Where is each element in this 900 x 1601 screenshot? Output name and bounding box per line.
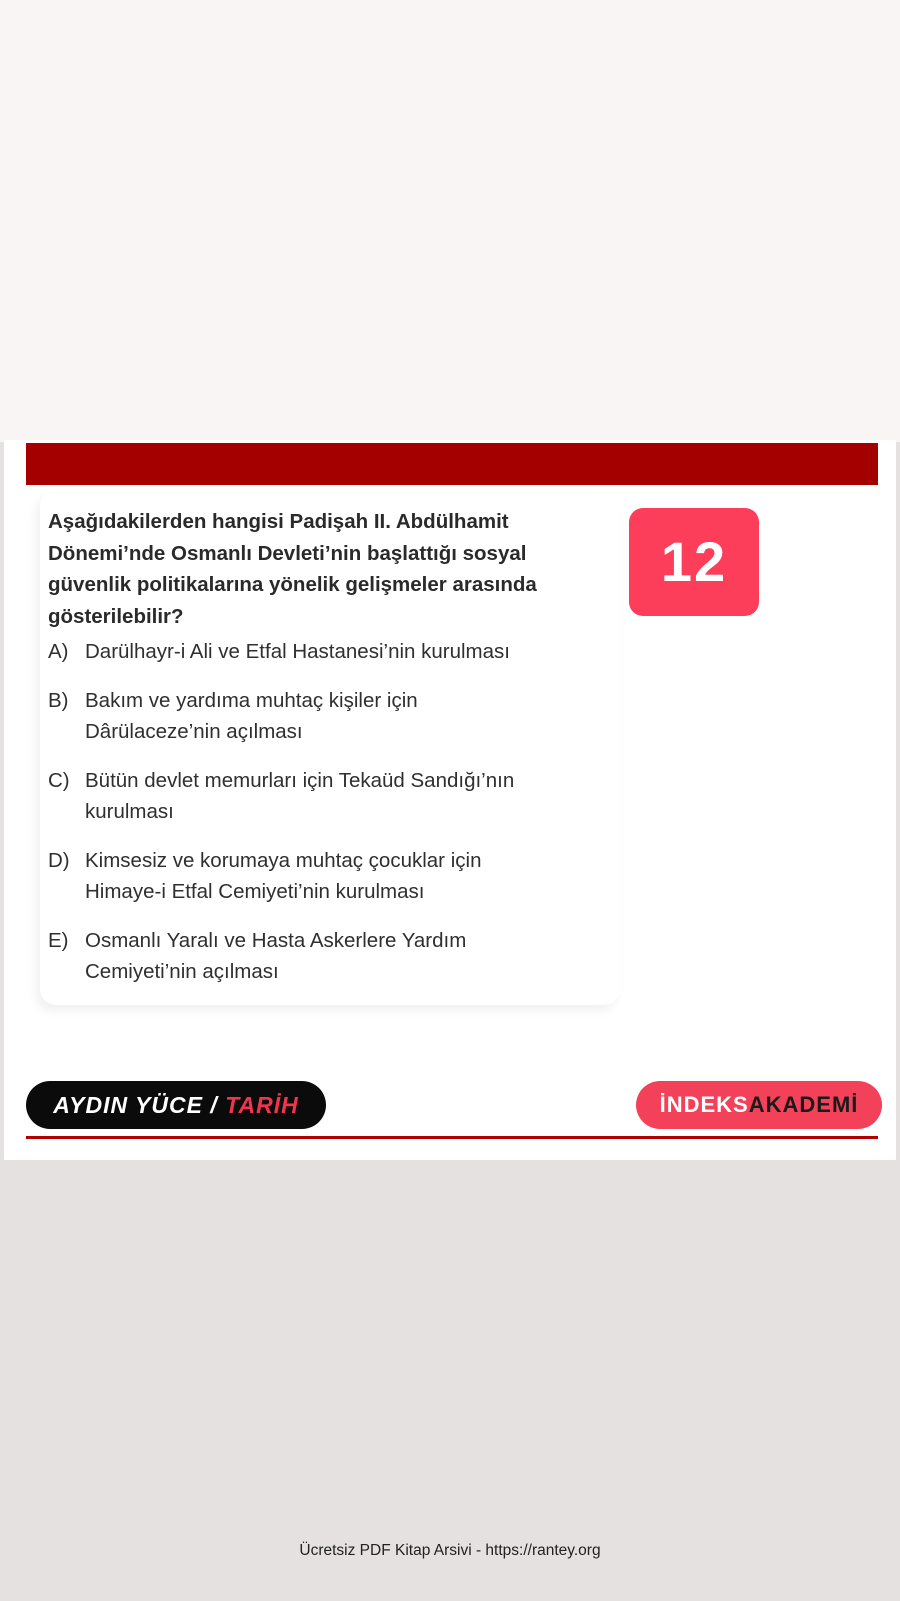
option-letter: B) xyxy=(48,688,69,712)
page-footer-text: Ücretsiz PDF Kitap Arsivi - https://rantey.org xyxy=(299,1542,601,1559)
option-letter: E) xyxy=(48,928,69,952)
option-text: Kimsesiz ve korumaya muhtaç çocuklar için xyxy=(85,848,482,872)
brand-name-part2: AKADEMİ xyxy=(748,1092,859,1117)
author-label xyxy=(26,1081,326,1129)
option-text-continued: Cemiyeti’nin açılması xyxy=(85,960,279,983)
option-text: Darülhayr-i Ali ve Etfal Hastanesi’nin kurulması xyxy=(85,640,510,663)
brand-name-part1: İNDEKS xyxy=(659,1092,749,1117)
author-name: AYDIN YÜCE xyxy=(53,1092,203,1118)
option-text-continued: Himaye-i Etfal Cemiyeti’nin kurulması xyxy=(85,880,425,903)
options-list xyxy=(48,636,608,1005)
subject-label: TARİH xyxy=(225,1092,299,1118)
option-c xyxy=(48,765,608,828)
option-d xyxy=(48,845,608,908)
option-text: Bütün devlet memurları için Tekaüd Sandığı’nın xyxy=(85,768,515,792)
option-e xyxy=(48,925,608,988)
question-number-badge: 12 xyxy=(629,508,759,616)
option-letter: D) xyxy=(48,848,70,872)
question-text: Aşağıdakilerden hangisi Padişah II. Abdülhamit Dönemi’nde Osmanlı Devleti’nin başlattığı sosyal güvenlik politikalarına yönelik gelişmeler arasında gösterilebilir? xyxy=(48,510,537,628)
option-b xyxy=(48,685,608,748)
author-separator: / xyxy=(203,1092,226,1118)
header-bar xyxy=(26,443,878,485)
brand-logo xyxy=(636,1081,882,1129)
option-text-continued: Dârülaceze’nin açılması xyxy=(85,720,303,743)
top-blank-area xyxy=(0,0,900,442)
question-card xyxy=(4,440,896,1160)
option-text-continued: kurulması xyxy=(85,800,174,823)
option-letter: C) xyxy=(48,768,70,792)
footer-divider xyxy=(26,1136,878,1139)
option-text: Osmanlı Yaralı ve Hasta Askerlere Yardım xyxy=(85,928,467,952)
option-text: Bakım ve yardıma muhtaç kişiler için xyxy=(85,688,418,712)
option-a xyxy=(48,636,608,668)
option-letter: A) xyxy=(48,640,69,663)
